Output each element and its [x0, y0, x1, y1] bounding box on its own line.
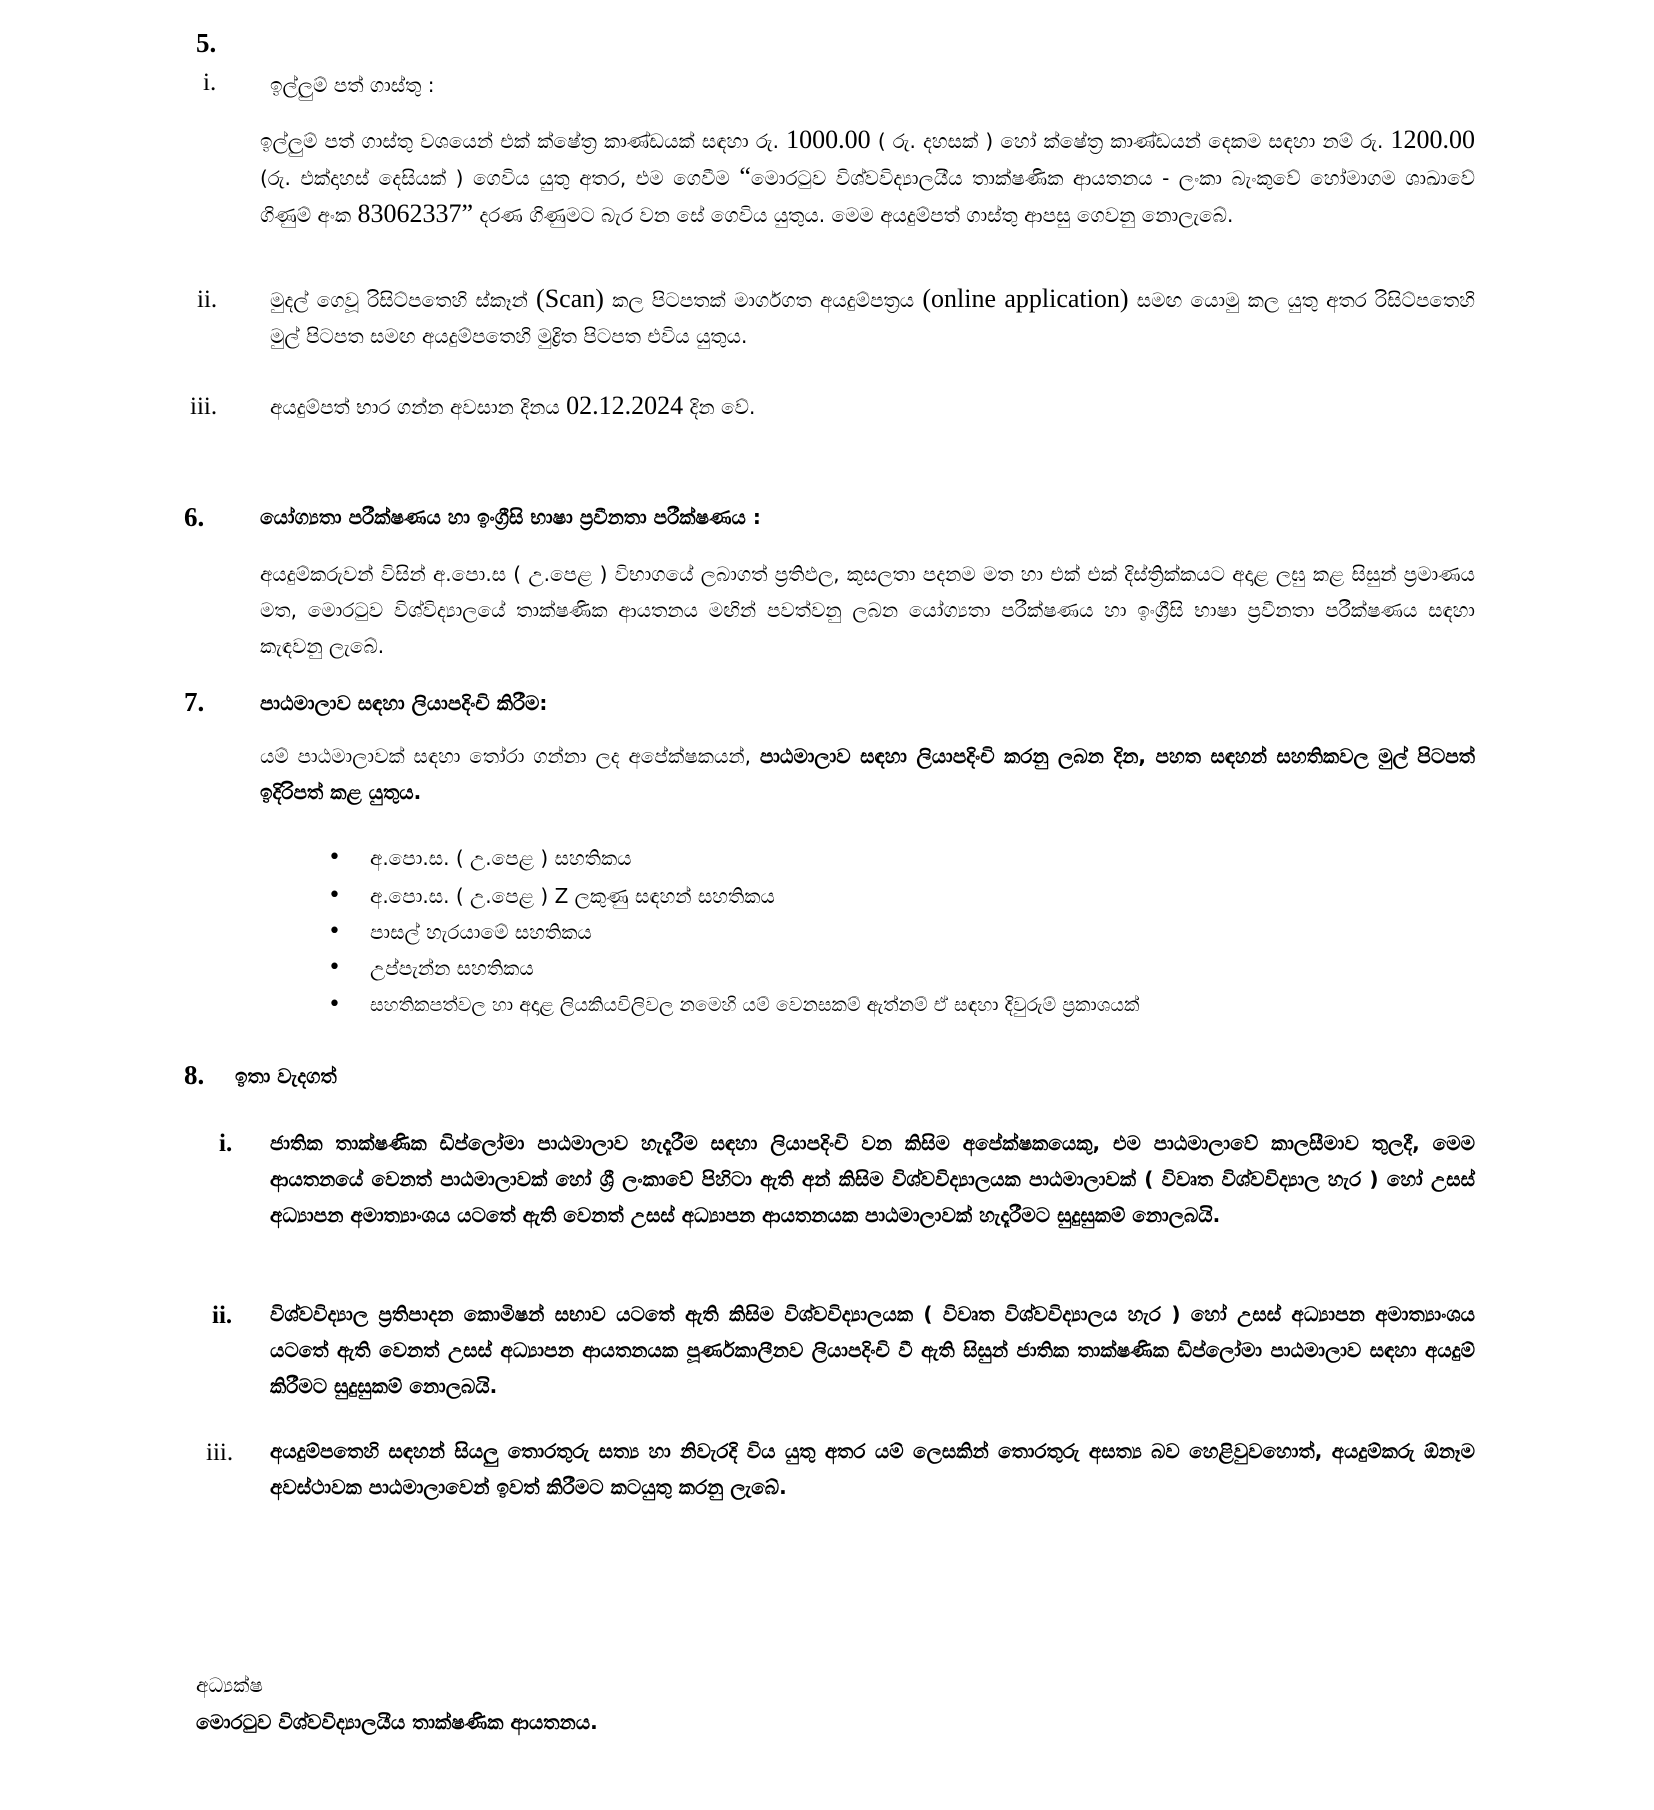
section-6-paragraph: අයදුම්කරුවන් විසින් අ.පො.ස ( උ.පෙළ ) විභාගයේ ලබාගත් ප්‍රතිඵල, කුසලතා පදනම මත හා එක් එක් දිස්ත්‍රික්කයට අදාළ ලඝු කළ සිසුන් ප්‍රමාණය මත, මොරටුව විශ්විද්‍යාලයේ තාක්ෂණික ආයතනය මඟින් පවත්වනු ලබන යෝග්‍යතා පරීක්ෂණය හා ඉංග්‍රීසි භාෂා ප්‍රවීනතා පරීක්ෂණය සඳහා කැඳවනු ලැබේ. [260, 562, 1475, 658]
online-application-term: (online application) [922, 284, 1129, 313]
bullet-item: පාසල් හැරයාමේ සහතිකය [370, 920, 592, 944]
quote-close: ” [461, 199, 474, 228]
text-segment: යම් පාඨමාලාවක් සඳහා තෝරා ගන්නා ලද අපේක්ෂකයන්, [260, 744, 760, 768]
text-segment: දින වේ. [683, 395, 756, 419]
text-segment: මුදල් ගෙවූ රිසිට්පතෙහි ස්කෑන් [270, 288, 537, 312]
text-segment: මොරටුව විශ්වවිද්‍යාලයීය තාක්ෂණික ආයතනය - ලංකා බැංකුවේ හෝමාගම ශාඛාවේ ගිණුම් අංක [260, 166, 1475, 227]
section-8-i-paragraph: ජාතික තාක්ෂණික ඩිප්ලෝමා පාඨමාලාව හැදෑරීම සඳහා ලියාපදිංචි වන කිසිම අපේක්ෂකයෙකු, එම පාඨමාලාවේ කාලසීමාව තුලදී, මෙම ආයතනයේ වෙනත් පාඨමාලාවක් හෝ ශ්‍රී ලංකාවේ පිහිටා ඇති අන් කිසිම විශ්වවිද්‍යාලයක පාඨමාලාවක් ( විවෘත විශ්වවිද්‍යාල හැර ) හෝ උසස් අධ්‍යාපන අමාත්‍යාංශය යටතේ ඇති වෙනත් උසස් අධ්‍යාපන ආයතනයක පාඨමාලාවක් හැදෑරීමට සුදුසුකම් නොලබයි. [270, 1131, 1475, 1227]
bullet-item: අ.පො.ස. ( උ.පෙළ ) Z ලකුණු සඳහන් සහතිකය [370, 884, 775, 908]
section-5-i-numeral: i. [203, 69, 217, 96]
text-segment: අයදුම්පත් භාර ගන්න අවසාන දිනය [270, 395, 567, 419]
section-8-i-numeral: i. [219, 1130, 233, 1157]
section-5-ii-paragraph [270, 281, 1475, 354]
section-8-iii-numeral: iii. [206, 1439, 234, 1466]
bullet-dot: • [328, 919, 341, 944]
fee-amount-double: 1200.00 [1390, 125, 1475, 154]
text-segment: ඉල්ලුම් පත් ගාස්තු වශයෙන් එක් ක්ෂේත්‍ර කාණ්ඩයක් සඳහා රු. [260, 129, 787, 153]
closing-date: 02.12.2024 [566, 391, 684, 420]
text-segment: දරණ ගිණුමට බැර වන සේ ගෙවිය යුතුය. මෙම අයදුම්පත් ගාස්තු ආපසු ගෙවනු නොලැබේ. [473, 203, 1234, 227]
section-8-iii-paragraph: අයදුම්පතෙහි සඳහන් සියලු තොරතුරු සත්‍ය හා නිවැරදි විය යුතු අතර යම් ලෙසකින් තොරතුරු අසත්‍ය බව හෙළිවුවහොත්, අයදුම්කරු ඕනෑම අවස්ථාවක පාඨමාලාවෙන් ඉවත් කිරීමට කටයුතු කරනු ලැබේ. [270, 1439, 1475, 1499]
bullet-item: උප්පැන්න සහතිකය [370, 956, 534, 980]
section-8-ii-numeral: ii. [212, 1302, 233, 1329]
section-7-paragraph [260, 738, 1475, 810]
account-number: 83062337 [357, 199, 462, 228]
section-5-number: 5. [196, 28, 217, 58]
bullet-item: සහතිකපත්වල හා අදාළ ලියකියවිලිවල නමෙහි යම් වෙනසකම් ඇත්නම් ඒ සඳහා දිවුරුම් ප්‍රකාශයක් [370, 994, 1140, 1016]
bullet-dot: • [328, 845, 341, 870]
text-segment: සමඟ යොමු කල යුතු අතර රිසිට්පතෙහි මුල් පිටපත සමඟ අයදුම්පතෙහි මුද්‍රිත පිටපත එවිය යුතුය. [270, 288, 1475, 348]
section-7-title: පාඨමාලාව සඳහා ලියාපදිංචි කිරීම: [260, 691, 548, 715]
section-6-title: යෝග්‍යතා පරීක්ෂණය හා ඉංග්‍රීසි භාෂා ප්‍රවීනතා පරීක්ෂණය : [260, 505, 761, 529]
section-8-number: 8. [184, 1060, 205, 1090]
section-5-i-title: ඉල්ලුම් පත් ගාස්තු : [270, 73, 435, 97]
text-segment: (රු. එක්දාහස් දෙසියක් ) ගෙවිය යුතු අතර, එම ගෙවීම [260, 166, 740, 190]
section-5-i-paragraph [260, 122, 1475, 233]
quote-open: “ [739, 162, 751, 191]
scan-term: (Scan) [536, 284, 604, 313]
section-7-number: 7. [184, 687, 205, 717]
fee-amount-single: 1000.00 [786, 125, 871, 154]
bullet-dot: • [328, 992, 341, 1017]
section-8-ii-paragraph: විශ්වවිද්‍යාල ප්‍රතිපාදන කොමිෂන් සභාව යටතේ ඇති කිසිම විශ්වවිද්‍යාලයක ( විවෘත විශ්වවිද්‍යාලය හැර ) හෝ උසස් අධ්‍යාපන අමාත්‍යාංශය යටතේ ඇති වෙනත් උසස් අධ්‍යාපන ආයතනයක පූර්ණකාලීනව ලියාපදිංචි වී ඇති සිසුන් ජාතික තාක්ෂණික ඩිප්ලෝමා පාඨමාලාව සඳහා අයදුම් කිරීමට සුදුසුකම් නොලබයි. [270, 1302, 1475, 1398]
section-8-title: ඉතා වැදගත් [235, 1064, 337, 1088]
section-6-number: 6. [184, 502, 205, 532]
section-5-ii-numeral: ii. [197, 286, 218, 313]
text-segment-bold: පාඨමාලාව සඳහා ලියාපදිංචි කරනු ලබන දින, පහත සඳහන් සහතිකවල මුල් පිටපත් ඉදිරිපත් කළ යුතුය. [260, 744, 1475, 804]
bullet-dot: • [328, 955, 341, 980]
section-5-iii-numeral: iii. [190, 393, 218, 420]
text-segment: ( රු. දහසක් ) හෝ ක්ෂේත්‍ර කාණ්ඩයන් දෙකම සඳහා නම් රු. [870, 129, 1391, 153]
bullet-item: අ.පො.ස. ( උ.පෙළ ) සහතිකය [370, 846, 632, 870]
text-segment: කල පිටපතක් මාර්ගගත අයදුම්පත්‍රය [603, 288, 923, 312]
signature-role: අධ්‍යක්ෂ [196, 1673, 263, 1697]
section-5-iii-paragraph [270, 392, 755, 421]
bullet-dot: • [328, 883, 341, 908]
signature-institution: මොරටුව විශ්වවිද්‍යාලයීය තාක්ෂණික ආයතනය. [196, 1710, 598, 1734]
